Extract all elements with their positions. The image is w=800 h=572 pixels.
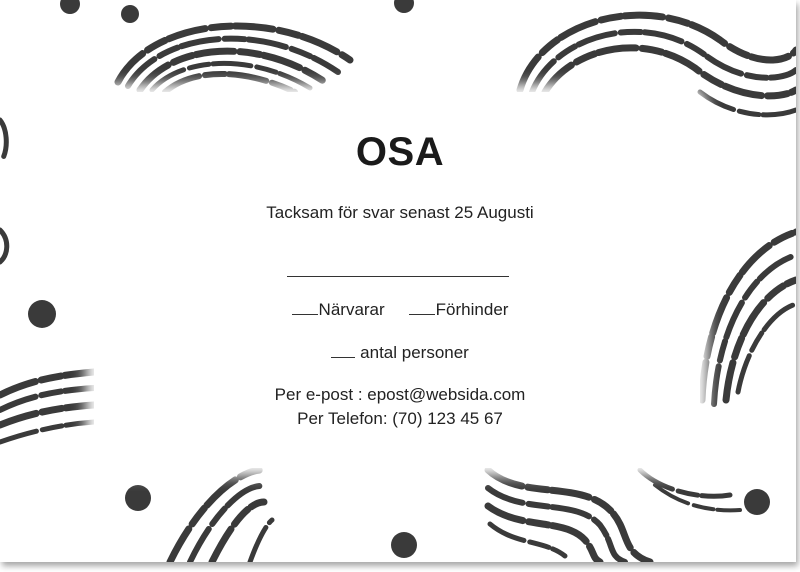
- guest-count: [0, 343, 800, 363]
- attendance-options: [0, 300, 800, 320]
- name-blank-line: [287, 276, 509, 277]
- decline-blank: [409, 300, 435, 315]
- card-title: OSA: [355, 130, 445, 174]
- attend-label: Närvarar: [318, 300, 385, 319]
- reply-deadline: Tacksam för svar senast 25 Augusti: [266, 203, 534, 222]
- decline-label: Förhinder: [435, 300, 509, 319]
- count-blank: [331, 343, 355, 358]
- count-label: antal personer: [360, 343, 469, 362]
- phone-contact: Per Telefon: (70) 123 45 67: [297, 409, 503, 428]
- email-contact: Per e-post : epost@websida.com: [274, 385, 526, 404]
- attend-blank: [292, 300, 318, 315]
